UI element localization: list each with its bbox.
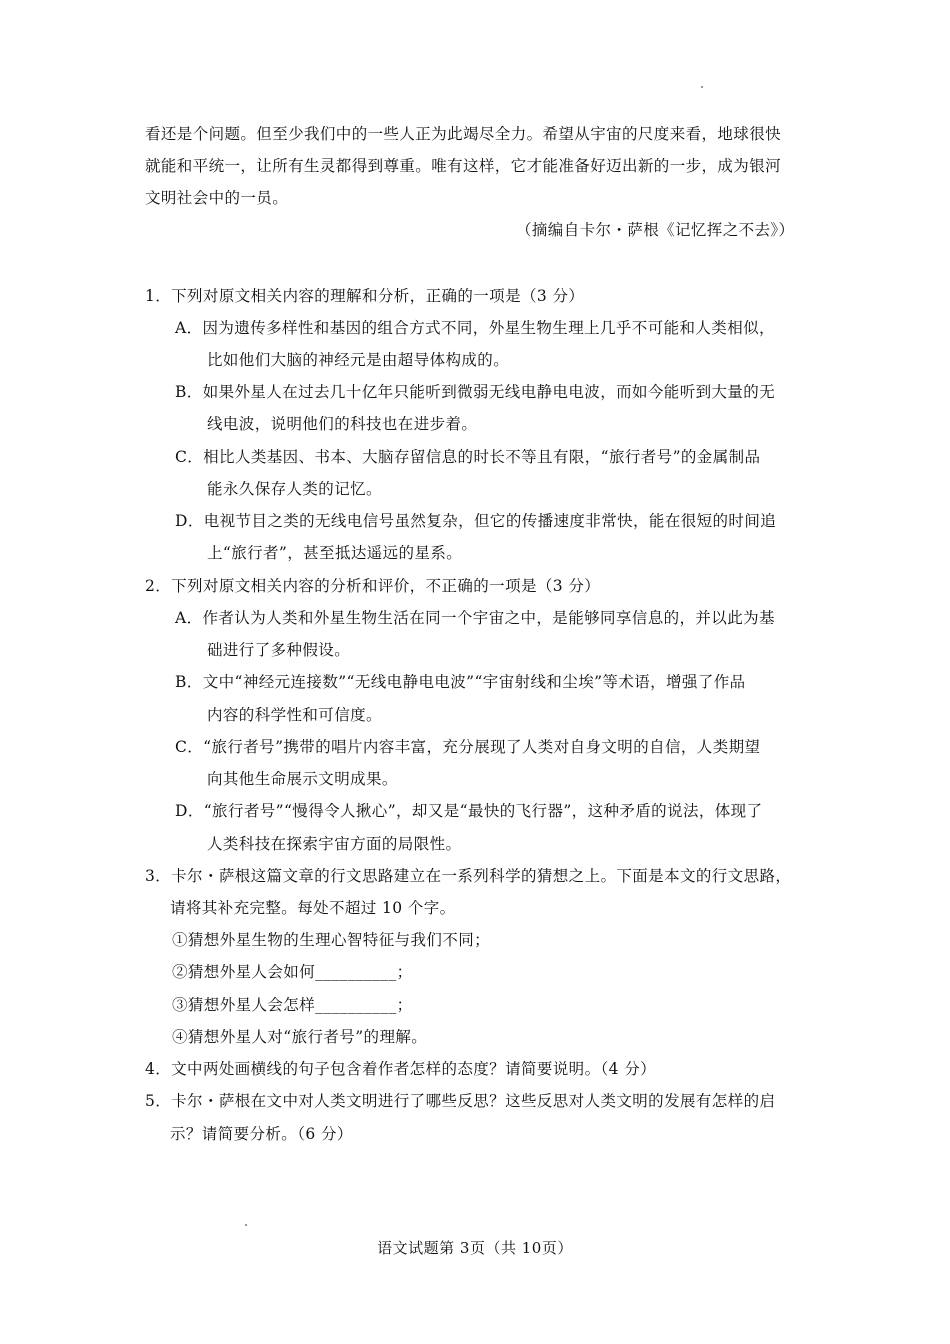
question-2-option-c: C．“旅行者号”携带的唱片内容丰富，充分展现了人类对自身文明的自信，人类期望 [175,738,761,756]
question-1-stem: 1．下列对原文相关内容的理解和分析，正确的一项是（3 分） [145,287,585,305]
question-1-option-a-cont: 比如他们大脑的神经元是由超导体构成的。 [207,351,510,369]
question-3-stem: 3．卡尔・萨根这篇文章的行文思路建立在一系列科学的猜想之上。下面是本文的行文思路， [145,867,792,885]
passage-line: 看还是个问题。但至少我们中的一些人正为此竭尽全力。希望从宇宙的尺度来看，地球很快 [145,125,782,143]
question-1-option-d: D．电视节目之类的无线电信号虽然复杂，但它的传播速度非常快，能在很短的时间追 [175,512,777,530]
scan-speck [701,86,703,88]
question-2-option-d: D．“旅行者号”“慢得令人揪心”，却又是“最快的飞行器”，这种矛盾的说法，体现了 [175,802,763,820]
question-2-option-a-cont: 础进行了多种假设。 [207,641,351,659]
question-3-item-3: ③猜想外星人会怎样__________； [172,996,413,1014]
question-4-stem: 4．文中两处画横线的句子包含着作者怎样的态度？请简要说明。（4 分） [145,1060,657,1078]
question-1-option-b-cont: 线电波，说明他们的科技也在进步着。 [207,415,478,433]
question-1-option-a: A．因为遗传多样性和基因的组合方式不同，外星生物生理上几乎不可能和人类相似， [175,319,775,337]
question-2-stem: 2．下列对原文相关内容的分析和评价，不正确的一项是（3 分） [145,577,601,595]
question-5-stem-cont: 示？请简要分析。（6 分） [170,1125,353,1143]
question-2-option-b-cont: 内容的科学性和可信度。 [207,706,382,724]
question-2-option-c-cont: 向其他生命展示文明成果。 [207,770,398,788]
question-1-option-c-cont: 能永久保存人类的记忆。 [207,480,382,498]
question-2-option-a: A．作者认为人类和外星生物生活在同一个宇宙之中，是能够同享信息的，并以此为基 [175,609,775,627]
passage-line: 就能和平统一，让所有生灵都得到尊重。唯有这样，它才能准备好迈出新的一步，成为银河 [145,157,782,175]
question-3-item-2: ②猜想外星人会如何__________； [172,963,413,981]
passage-source: （摘编自卡尔・萨根《记忆挥之不去》） [516,221,795,239]
question-1-option-b: B．如果外星人在过去几十亿年只能听到微弱无线电静电电波，而如今能听到大量的无 [175,383,776,401]
question-3-item-4: ④猜想外星人对“旅行者号”的理解。 [172,1028,428,1046]
scan-speck [245,1224,247,1226]
question-3-stem-cont: 请将其补充完整。每处不超过 10 个字。 [170,899,456,917]
question-1-option-c: C．相比人类基因、书本、大脑存留信息的时长不等且有限，“旅行者号”的金属制品 [175,448,761,466]
passage-line: 文明社会中的一员。 [145,189,289,207]
question-1-option-d-cont: 上“旅行者”，甚至抵达遥远的星系。 [207,544,463,562]
question-2-option-d-cont: 人类科技在探索宇宙方面的局限性。 [207,835,462,853]
question-2-option-b: B．文中“神经元连接数”“无线电静电电波”“宇宙射线和尘埃”等术语，增强了作品 [175,673,746,691]
question-3-item-1: ①猜想外星生物的生理心智特征与我们不同； [172,931,491,949]
question-5-stem: 5．卡尔・萨根在文中对人类文明进行了哪些反思？这些反思对人类文明的发展有怎样的启 [145,1092,776,1110]
page-footer: 语文试题第 3页（共 10页） [377,1239,573,1257]
